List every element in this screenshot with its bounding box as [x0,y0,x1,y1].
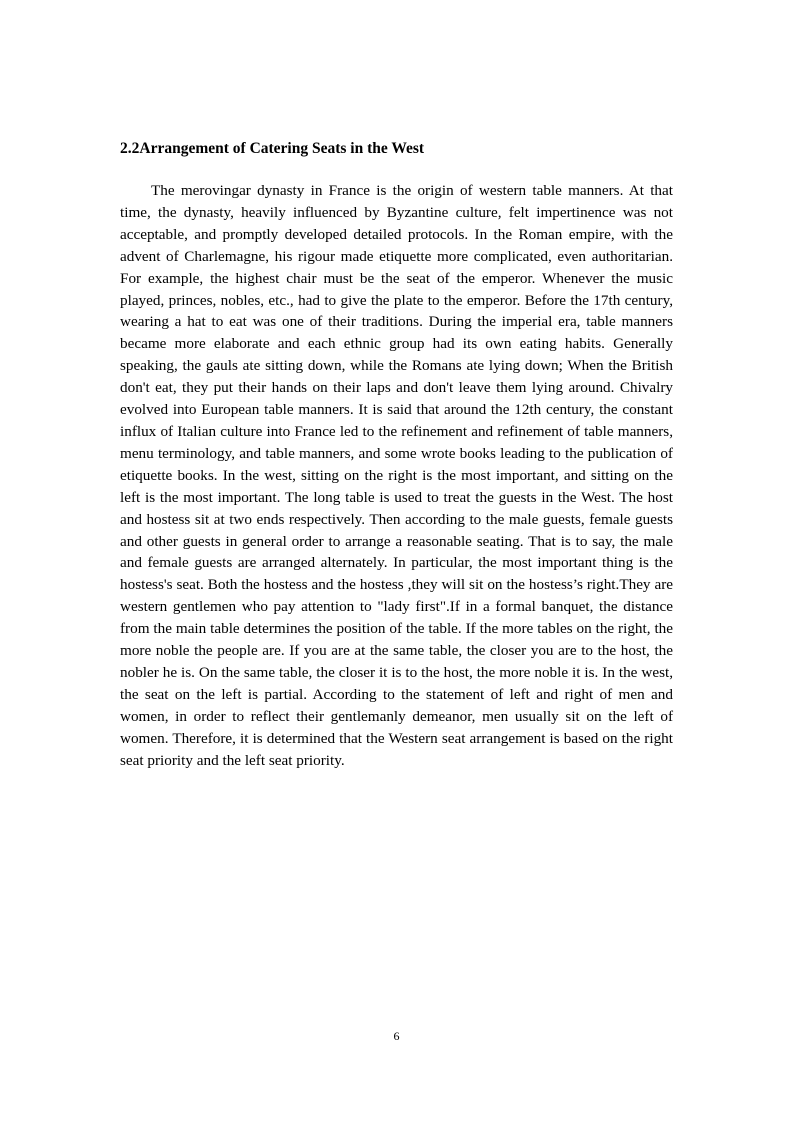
body-paragraph: The merovingar dynasty in France is the origin of western table manners. At that time, the dynasty, heavily influenced by Byzantine culture, felt impertinence was not acceptable, and promptly developed detailed protocols. In the Roman empire, with the advent of Charlemagne, his rigour made etiquette more complicated, even authoritarian. For example, the highest chair must be the seat of the emperor. Whenever the music played, princes, nobles, etc., had to give the plate to the emperor. Before the 17th century, wearing a hat to eat was one of their traditions. During the imperial era, table manners became more elaborate and each ethnic group had its own eating habits. Generally speaking, the gauls ate sitting down, while the Romans ate lying down; When the British don't eat, they put their hands on their laps and don't leave them lying around. Chivalry evolved into European table manners. It is said that around the 12th century, the constant influx of Italian culture into France led to the refinement and refinement of table manners, menu terminology, and table manners, and some wrote books leading to the publication of etiquette books. In the west, sitting on the right is the most important, and sitting on the left is the most important. The long table is used to treat the guests in the West. The host and hostess sit at two ends respectively. Then according to the male guests, female guests and other guests in general order to arrange a reasonable seating. That is to say, the male and female guests are arranged alternately. In particular, the most important thing is the hostess's seat. Both the hostess and the hostess ,they will sit on the hostess’s right.They are western gentlemen who pay attention to "lady first".If in a formal banquet, the distance from the main table determines the position of the table. If the more tables on the right, the more noble the people are. If you are at the same table, the closer you are to the host, the nobler he is. On the same table, the closer it is to the host, the more noble it is. In the west, the seat on the left is partial. According to the statement of left and right of men and women, in order to reflect their gentlemanly demeanor, men usually sit on the left of women. Therefore, it is determined that the Western seat arrangement is based on the right seat priority and the left seat priority. [120,182,673,769]
page-number: 6 [393,1029,400,1043]
section-heading: 2.2Arrangement of Catering Seats in the West [120,140,425,157]
